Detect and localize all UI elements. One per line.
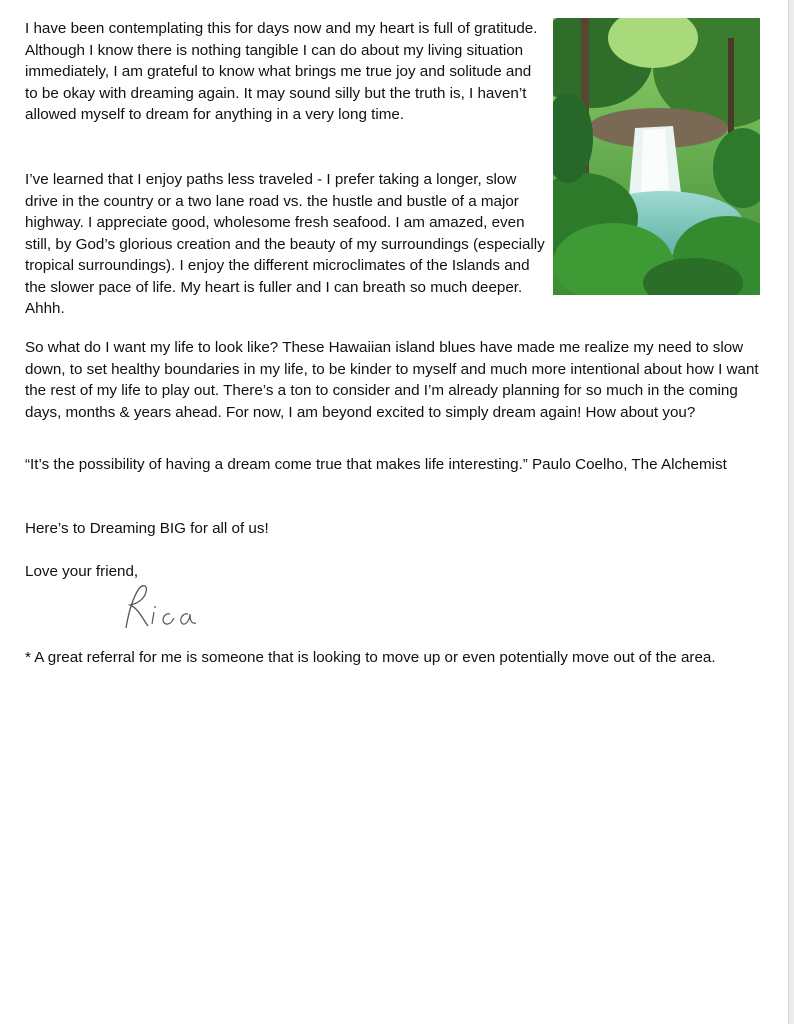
quote: “It’s the possibility of having a dream come true that makes life interesting.” Paulo Coelho, The Alchemist (25, 456, 727, 473)
toast-line: Here’s to Dreaming BIG for all of us! (25, 520, 269, 537)
footnote: * A great referral for me is someone that is looking to move up or even potentially move out of the area. (25, 649, 716, 666)
paragraph-paths-less-traveled: I’ve learned that I enjoy paths less traveled - I prefer taking a longer, slow drive in the country or a two lane road vs. the hustle and bustle of a major highway. I appreciate good, wholesome fresh seafood. I am amazed, even still, by God’s glorious creation and the beauty of my surroundings (especially tropical surroundings). I enjoy the different microclimates of the Islands and the slower pace of life. My heart is fuller and I can breath so much deeper. Ahhh. (25, 171, 545, 317)
paragraph-life-goals: So what do I want my life to look like? These Hawaiian island blues have made me realize my need to slow down, to set healthy boundaries in my life, to be kinder to myself and much more intentional about how I want the rest of my life to play out. There’s a ton to consider and I’m already planning for so much in the coming days, months & years ahead. For now, I am beyond excited to simply dream again! How about you? (25, 339, 759, 421)
paragraph-gratitude: I have been contemplating this for days now and my heart is full of gratitude. Although I know there is nothing tangible I can do about my living situation immediately, I am grateful to know what brings me true joy and solitude and to be okay with dreaming again. It may sound silly but the truth is, I haven’t allowed myself to dream for anything in a very long time. (25, 20, 538, 123)
closing-line: Love your friend, (25, 563, 139, 580)
waterfall-photo (553, 18, 760, 295)
signature (118, 578, 238, 638)
